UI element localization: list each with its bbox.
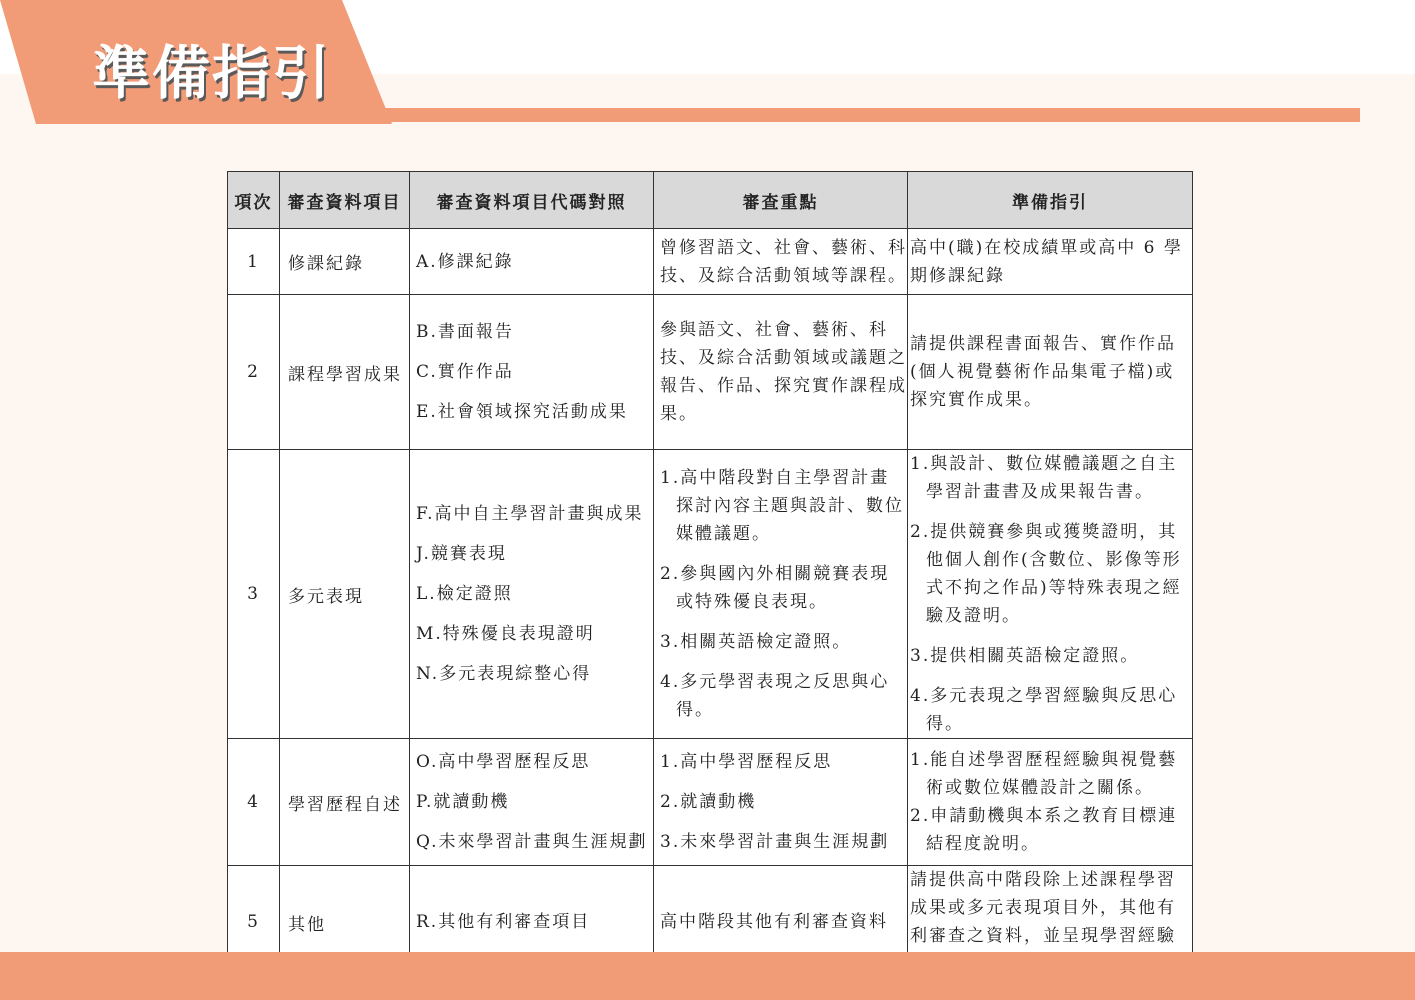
row-number: 3: [228, 450, 280, 739]
focus-entry: 2.就讀動機: [660, 792, 757, 812]
code-entry: P.就讀動機: [416, 792, 510, 812]
guide-entry: 2.申請動機與本系之教育目標連結程度說明。: [910, 806, 1178, 854]
footer-bar: [0, 952, 1415, 1000]
code-entry: L.檢定證照: [416, 584, 513, 604]
code-entry: R.其他有利審查項目: [416, 912, 591, 932]
header-focus: 審查重點: [654, 172, 908, 229]
review-item: 課程學習成果: [280, 295, 410, 450]
page-title: 準備指引: [92, 39, 333, 107]
focus-entry: 參與語文、社會、藝術、科技、及綜合活動領域或議題之報告、作品、探究實作課程成果。: [660, 320, 907, 424]
header-codes: 審查資料項目代碼對照: [410, 172, 654, 229]
focus-entry: 3.未來學習計畫與生涯規劃: [660, 832, 890, 852]
focus-entry: 高中階段其他有利審查資料: [660, 912, 888, 932]
table-row: [228, 295, 1193, 450]
review-item: 多元表現: [280, 450, 410, 739]
review-item: 其他: [280, 866, 410, 979]
code-entry: B.書面報告: [416, 322, 514, 342]
code-entry: Q.未來學習計畫與生涯規劃: [416, 832, 648, 852]
code-entry: F.高中自主學習計畫與成果: [416, 504, 644, 524]
focus-entry: 1.高中學習歷程反思: [660, 752, 833, 772]
row-number: 5: [228, 866, 280, 979]
focus-entry: 2.參與國內外相關競賽表現或特殊優良表現。: [660, 564, 890, 612]
header-guide: 準備指引: [908, 172, 1193, 229]
code-entry: M.特殊優良表現證明: [416, 624, 595, 644]
focus-entry: 曾修習語文、社會、藝術、科技、及綜合活動領域等課程。: [660, 237, 907, 286]
table-header-row: [228, 172, 1193, 229]
item-codes: [410, 295, 654, 450]
header-item: 審查資料項目: [280, 172, 410, 229]
prep-guide: [908, 739, 1193, 866]
focus-entry: 1.高中階段對自主學習計畫探討內容主題與設計、數位媒體議題。: [660, 468, 904, 544]
review-item: 修課紀錄: [280, 229, 410, 295]
code-entry: C.實作作品: [416, 362, 514, 382]
row-number: 2: [228, 295, 280, 450]
item-codes: [410, 739, 654, 866]
code-entry: O.高中學習歷程反思: [416, 752, 591, 772]
review-focus: [654, 739, 908, 866]
review-focus: [654, 229, 908, 295]
row-number: 4: [228, 739, 280, 866]
guide-entry: 請提供高中階段除上述課程學習成果或多元表現項目外，其他有利審查之資料，並呈現學習經驗: [910, 870, 1176, 946]
item-codes: [410, 229, 654, 295]
guide-entry: 1.能自述學習歷程經驗與視覺藝術或數位媒體設計之關係。: [910, 750, 1178, 798]
guide-entry: 3.提供相關英語檢定證照。: [910, 646, 1140, 666]
review-focus: [654, 295, 908, 450]
review-item: 學習歷程自述: [280, 739, 410, 866]
guide-entry: 高中(職)在校成績單或高中 6 學期修課紀錄: [910, 237, 1183, 286]
guide-entry: 4.多元表現之學習經驗與反思心得。: [910, 686, 1178, 734]
review-focus: [654, 450, 908, 739]
focus-entry: 4.多元學習表現之反思與心得。: [660, 672, 890, 720]
prep-guide: [908, 229, 1193, 295]
prep-guide: [908, 450, 1193, 739]
table-row: [228, 739, 1193, 866]
title-underline: [380, 108, 1360, 122]
item-codes: [410, 450, 654, 739]
table-row: [228, 450, 1193, 739]
guide-entry: 請提供課程書面報告、實作作品(個人視覺藝術作品集電子檔)或探究實作成果。: [910, 334, 1176, 410]
table-row: [228, 229, 1193, 295]
row-number: 1: [228, 229, 280, 295]
code-entry: A.修課紀錄: [416, 251, 514, 272]
code-entry: E.社會領域探究活動成果: [416, 402, 628, 422]
guide-entry: 2.提供競賽參與或獲獎證明，其他個人創作(含數位、影像等形式不拘之作品)等特殊表現之經驗及證明。: [910, 522, 1182, 626]
guide-entry: 1.與設計、數位媒體議題之自主學習計畫書及成果報告書。: [910, 454, 1178, 502]
code-entry: N.多元表現綜整心得: [416, 664, 592, 684]
header-num: 項次: [228, 172, 280, 229]
code-entry: J.競賽表現: [416, 544, 507, 564]
preparation-guide-table: [227, 171, 1193, 979]
focus-entry: 3.相關英語檢定證照。: [660, 632, 852, 652]
prep-guide: [908, 295, 1193, 450]
